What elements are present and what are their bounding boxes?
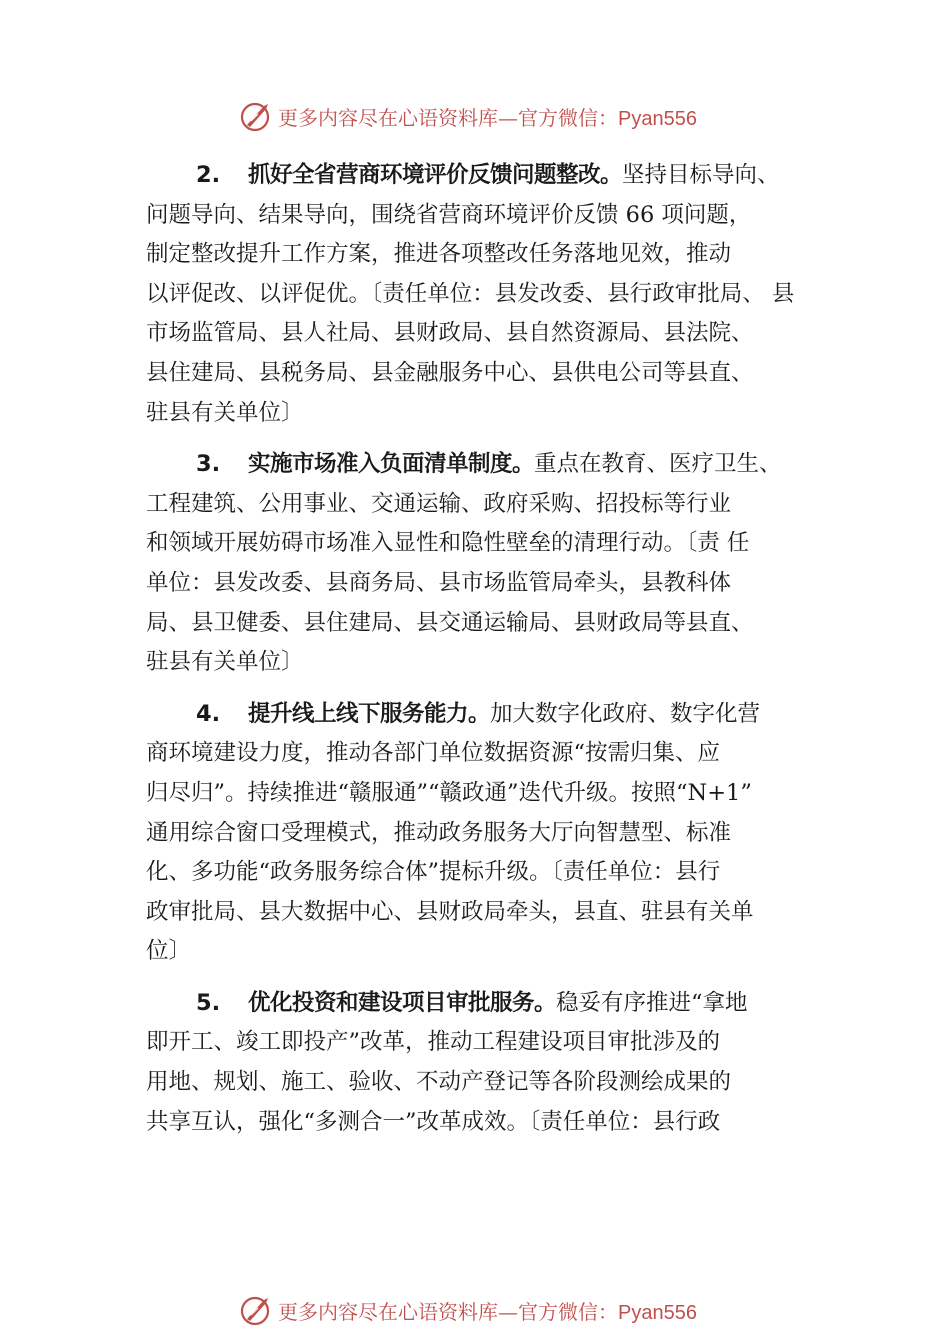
paragraph-line-text: 政审批局、县大数据中心、县财政局牵头，县直、驻县有关单 bbox=[146, 898, 754, 925]
paragraph-line-text: 驻县有关单位〕 bbox=[146, 649, 304, 676]
paragraph-line bbox=[146, 394, 846, 434]
paragraph-number: 3. bbox=[196, 451, 221, 478]
quill-pen-logo-icon bbox=[238, 1292, 274, 1328]
paragraph-title: 实施市场准入负面清单制度。 bbox=[248, 451, 535, 478]
paragraph-line-text: 重点在教育、医疗卫生、 bbox=[534, 451, 782, 478]
paragraph-line-text: 市场监管局、县人社局、县财政局、县自然资源局、县法院、 bbox=[146, 320, 754, 347]
paragraph-line bbox=[146, 984, 846, 1024]
paragraph-title: 优化投资和建设项目审批服务。 bbox=[248, 989, 557, 1016]
paragraph-line bbox=[146, 196, 846, 236]
paragraph-line-text: 和领域开展妨碍市场准入显性和隐性壁垒的清理行动。〔责 任 bbox=[146, 530, 750, 557]
paragraph-line bbox=[146, 814, 846, 854]
paragraph-line bbox=[146, 893, 846, 933]
paragraph-item-3 bbox=[146, 445, 846, 683]
paragraph-line-text: 化、多功能“政务服务综合体”提标升级。〔责任单位：县行 bbox=[146, 859, 721, 886]
header-banner bbox=[238, 96, 758, 136]
paragraph-line bbox=[146, 156, 846, 196]
banner-label: 更多内容尽在心语资料库—官方微信：Pyan556 bbox=[278, 105, 697, 130]
paragraph-item-5 bbox=[146, 984, 846, 1142]
paragraph-line-text: 单位：县发改委、县商务局、县市场监管局牵头，县教科体 bbox=[146, 569, 732, 596]
paragraph-number: 2. bbox=[196, 162, 221, 188]
paragraph-line bbox=[146, 314, 846, 354]
body-text bbox=[146, 156, 846, 1154]
paragraph-line bbox=[146, 445, 846, 485]
paragraph-number: 5. bbox=[196, 989, 221, 1016]
banner-label: 更多内容尽在心语资料库—官方微信：Pyan556 bbox=[278, 1299, 697, 1324]
paragraph-line bbox=[146, 643, 846, 683]
paragraph-line-text: 问题导向、结果导向，围绕省营商环境评价反馈 66 项问题， bbox=[146, 201, 752, 228]
paragraph-number: 4. bbox=[196, 700, 221, 727]
paragraph-line-text: 归尽归”。持续推进“赣服通”“赣政通”迭代升级。按照“N+1” bbox=[146, 779, 752, 806]
paragraph-line bbox=[146, 354, 846, 394]
paragraph-line bbox=[146, 932, 846, 972]
paragraph-line bbox=[146, 1023, 846, 1063]
paragraph-line-text: 加大数字化政府、数字化营 bbox=[490, 700, 761, 727]
banner-wechat-id: Pyan556 bbox=[618, 107, 697, 130]
paragraph-line bbox=[146, 524, 846, 564]
paragraph-line bbox=[146, 235, 846, 275]
banner-wechat-id: Pyan556 bbox=[618, 1301, 697, 1324]
paragraph-line bbox=[146, 695, 846, 735]
paragraph-line bbox=[146, 275, 846, 315]
paragraph-line bbox=[146, 564, 846, 604]
paragraph-line bbox=[146, 485, 846, 525]
paragraph-line-text: 局、县卫健委、县住建局、县交通运输局、县财政局等县直、 bbox=[146, 609, 754, 636]
paragraph-item-2 bbox=[146, 156, 846, 433]
paragraph-line bbox=[146, 734, 846, 774]
paragraph-line-text: 通用综合窗口受理模式，推动政务服务大厅向智慧型、标准 bbox=[146, 819, 732, 846]
paragraph-item-4 bbox=[146, 695, 846, 972]
paragraph-line-text: 稳妥有序推进“拿地 bbox=[556, 989, 748, 1016]
quill-pen-logo-icon bbox=[238, 98, 274, 134]
paragraph-line-text: 制定整改提升工作方案，推进各项整改任务落地见效，推动 bbox=[146, 241, 732, 268]
paragraph-line-text: 以评促改、以评促优。〔责任单位：县发改委、县行政审批局、 县 bbox=[146, 280, 795, 307]
paragraph-line-text: 共享互认，强化“多测合一”改革成效。〔责任单位：县行政 bbox=[146, 1108, 721, 1135]
paragraph-line-text: 商环境建设力度，推动各部门单位数据资源“按需归集、应 bbox=[146, 740, 721, 767]
paragraph-line-text: 坚持目标导向、 bbox=[622, 162, 780, 188]
paragraph-line bbox=[146, 604, 846, 644]
paragraph-line-text: 县住建局、县税务局、县金融服务中心、县供电公司等县直、 bbox=[146, 359, 754, 386]
paragraph-title: 提升线上线下服务能力。 bbox=[248, 700, 491, 727]
paragraph-line-text: 即开工、竣工即投产”改革，推动工程建设项目审批涉及的 bbox=[146, 1029, 721, 1056]
paragraph-line-text: 用地、规划、施工、验收、不动产登记等各阶段测绘成果的 bbox=[146, 1069, 732, 1096]
paragraph-line-text: 工程建筑、公用事业、交通运输、政府采购、招投标等行业 bbox=[146, 490, 732, 517]
paragraph-line bbox=[146, 774, 846, 814]
paragraph-line bbox=[146, 1103, 846, 1143]
paragraph-title: 抓好全省营商环境评价反馈问题整改。 bbox=[248, 162, 623, 188]
paragraph-line-text: 位〕 bbox=[146, 938, 192, 965]
paragraph-line-text: 驻县有关单位〕 bbox=[146, 399, 304, 426]
paragraph-line bbox=[146, 853, 846, 893]
paragraph-line bbox=[146, 1063, 846, 1103]
footer-banner bbox=[238, 1290, 758, 1330]
